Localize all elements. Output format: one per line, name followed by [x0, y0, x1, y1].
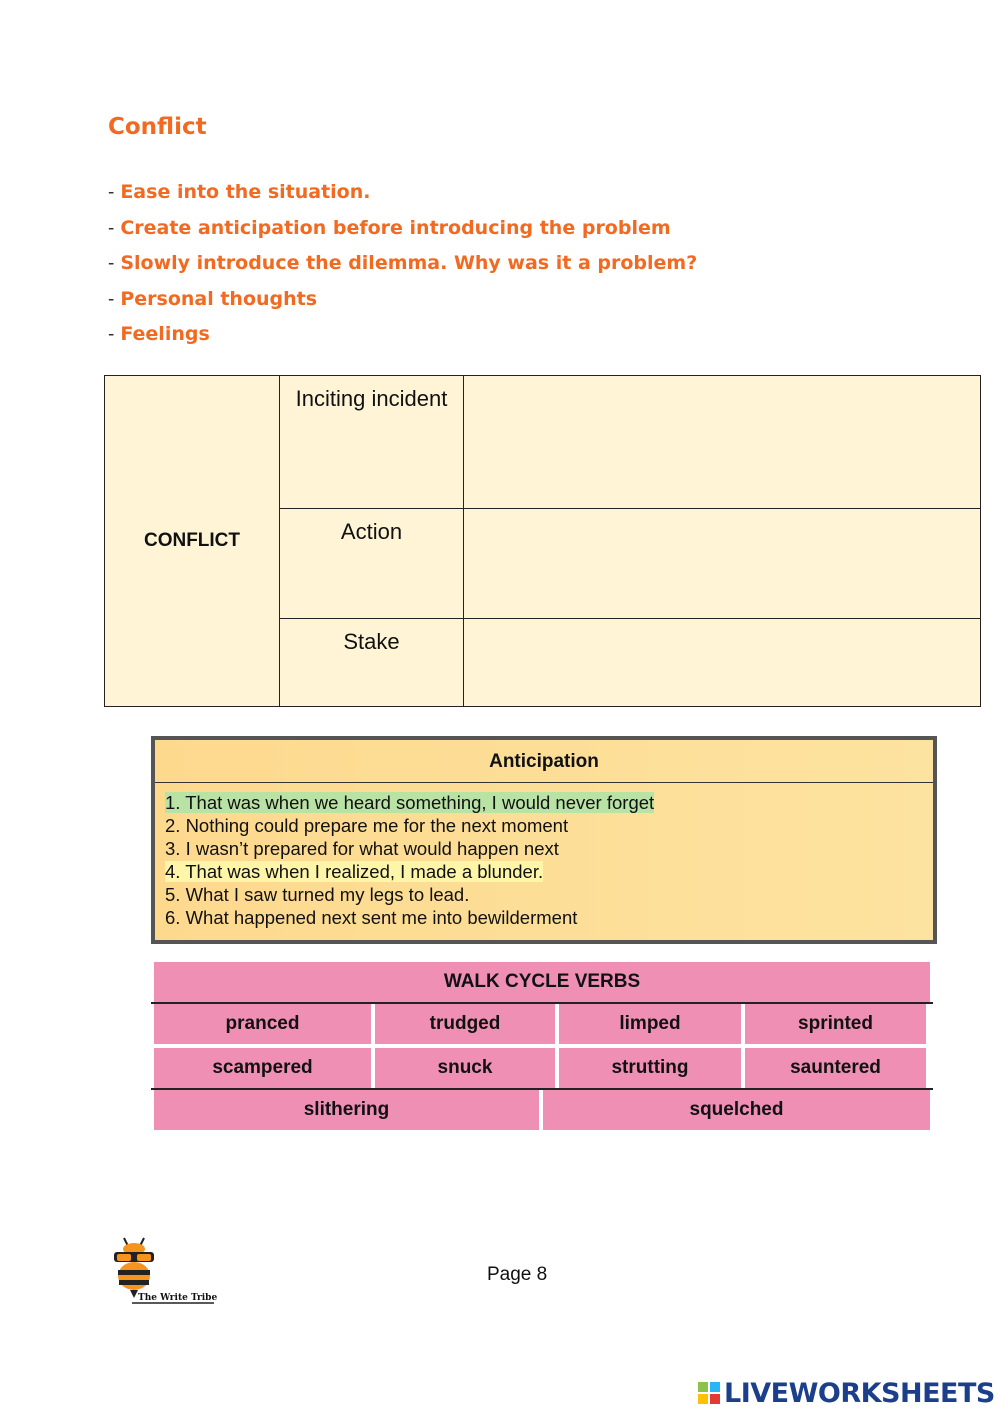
stake-answer[interactable]	[464, 619, 981, 707]
list-item: - Personal thoughts	[108, 287, 318, 310]
verbs-title: WALK CYCLE VERBS	[154, 962, 930, 1002]
stake-label: Stake	[280, 619, 464, 707]
bullet-dash: -	[108, 324, 115, 345]
verb-cell: slithering	[154, 1090, 539, 1130]
list-item: 5. What I saw turned my legs to lead.	[165, 884, 470, 905]
logo-text: The Write Tribe	[138, 1293, 218, 1303]
bullet-dash: -	[108, 182, 115, 203]
verb-cell: snuck	[375, 1048, 555, 1088]
verb-cell: pranced	[154, 1004, 371, 1044]
list-item: 3. I wasn’t prepared for what would happen next	[165, 838, 559, 859]
action-answer[interactable]	[464, 509, 981, 619]
list-item: - Ease into the situation.	[108, 181, 371, 203]
verb-cell: strutting	[559, 1048, 741, 1088]
list-item: 2. Nothing could prepare me for the next moment	[165, 815, 569, 836]
anticipation-title: Anticipation	[155, 740, 933, 783]
liveworksheets-brand	[698, 1373, 995, 1413]
verb-cell: sauntered	[745, 1048, 926, 1088]
bullet-dash: -	[108, 288, 115, 310]
conflict-label: CONFLICT	[105, 376, 280, 707]
list-item: 4. That was when I realized, I made a blunder.	[165, 861, 544, 882]
walk-cycle-verbs-table	[151, 962, 933, 1130]
bullet-dash: -	[108, 253, 115, 274]
inciting-incident-label: Inciting incident	[280, 376, 464, 509]
verb-cell: sprinted	[745, 1004, 926, 1044]
list-item: 1. That was when we heard something, I would never forget	[165, 792, 655, 813]
brand-text: LIVEWORKSHEETS	[724, 1377, 995, 1409]
inciting-incident-answer[interactable]	[464, 376, 981, 509]
tips-list	[108, 178, 697, 356]
verb-cell: trudged	[375, 1004, 555, 1044]
bullet-dash: -	[108, 217, 115, 239]
anticipation-box	[151, 736, 937, 944]
list-item: 6. What happened next sent me into bewilderment	[165, 907, 578, 928]
verb-cell: scampered	[154, 1048, 371, 1088]
list-item: - Create anticipation before introducing the problem	[108, 216, 671, 239]
conflict-table	[104, 375, 981, 707]
anticipation-list	[155, 791, 933, 929]
section-heading: Conflict	[108, 114, 207, 140]
list-item: - Slowly introduce the dilemma. Why was it a problem?	[108, 252, 698, 274]
brand-blocks-icon	[698, 1382, 720, 1404]
verb-cell: limped	[559, 1004, 741, 1044]
verb-cell: squelched	[543, 1090, 930, 1130]
page-number: Page 8	[487, 1264, 548, 1285]
action-label: Action	[280, 509, 464, 619]
list-item: - Feelings	[108, 323, 210, 345]
